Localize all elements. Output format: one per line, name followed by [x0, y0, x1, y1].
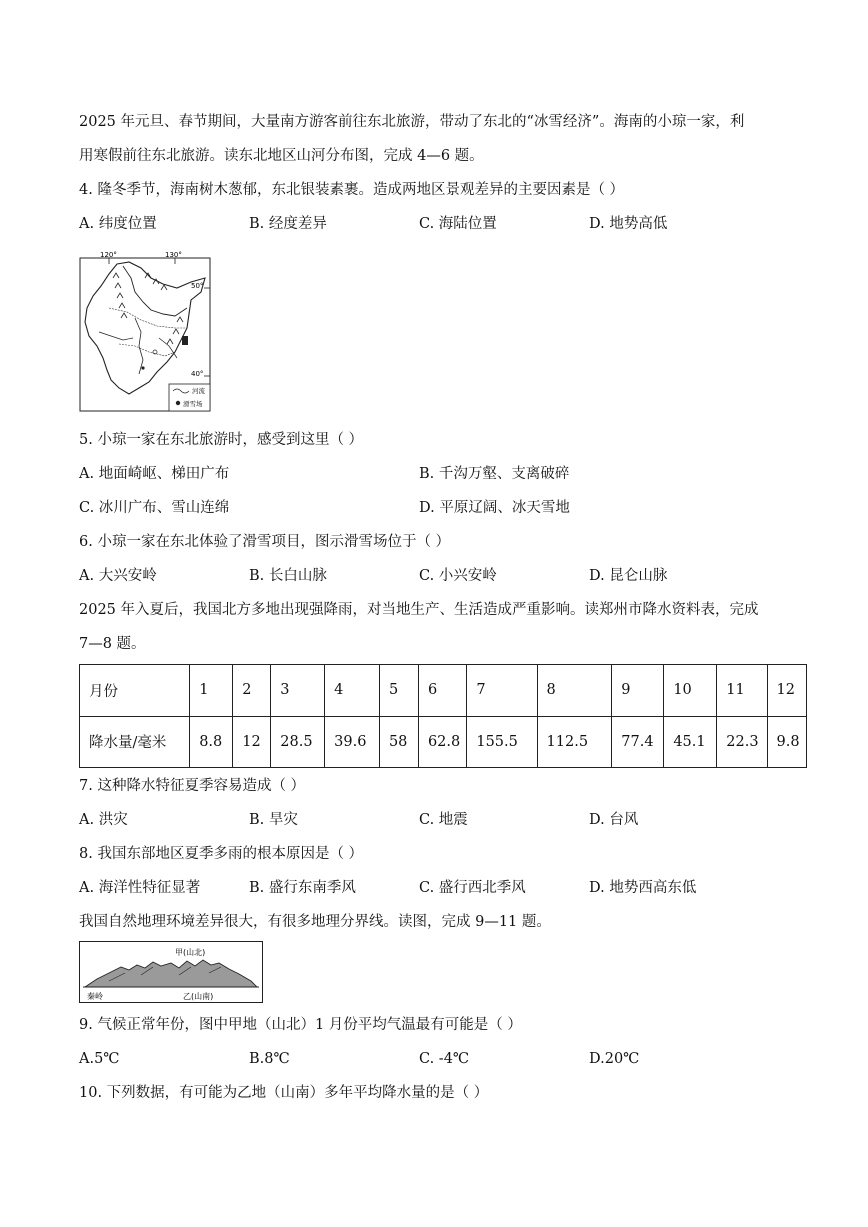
table-cell-month: 7 — [467, 665, 537, 717]
table-cell-month: 9 — [612, 665, 664, 717]
south-slope-label: 乙(山南) — [183, 992, 214, 1001]
latitude-label-50: 50° — [191, 282, 204, 290]
table-cell-month: 6 — [418, 665, 466, 717]
question-5-stem: 5. 小琼一家在东北旅游时，感受到这里（ ） — [79, 432, 364, 448]
question-7-option-a: A. 洪灾 — [79, 812, 128, 828]
legend-river-label: 河流 — [192, 387, 205, 395]
question-7-option-c: C. 地震 — [419, 812, 468, 828]
intro-paragraph-2-line-1: 2025 年入夏后，我国北方多地出现强降雨，对当地生产、生活造成严重影响。读郑州市降水资料表，完成 — [79, 602, 759, 618]
question-8-option-d: D. 地势西高东低 — [589, 880, 697, 896]
table-row-header-month: 月份 — [80, 665, 190, 717]
legend-ski-label: 滑雪场 — [183, 400, 203, 408]
longitude-label-130: 130° — [165, 251, 182, 259]
table-cell-value: 12 — [233, 716, 271, 768]
question-7-option-d: D. 台风 — [589, 812, 639, 828]
question-8-option-a: A. 海洋性特征显著 — [79, 880, 201, 896]
table-cell-month: 11 — [717, 665, 767, 717]
north-slope-label: 甲(山北) — [175, 948, 206, 957]
table-cell-month: 5 — [379, 665, 418, 717]
table-cell-value: 155.5 — [467, 716, 537, 768]
question-4-option-d: D. 地势高低 — [589, 216, 668, 232]
question-6-option-a: A. 大兴安岭 — [79, 568, 157, 584]
question-6-option-d: D. 昆仑山脉 — [589, 568, 668, 584]
question-6-option-c: C. 小兴安岭 — [419, 568, 497, 584]
longitude-label-120: 120° — [100, 251, 117, 259]
table-cell-value: 39.6 — [325, 716, 380, 768]
intro-paragraph-1-line-1: 2025 年元旦、春节期间，大量南方游客前往东北旅游，带动了东北的“冰雪经济”。海南的小琼一家，利 — [79, 114, 745, 130]
question-9-option-a: A.5℃ — [79, 1051, 120, 1067]
question-8-option-b: B. 盛行东南季风 — [249, 880, 356, 896]
table-row — [80, 665, 807, 717]
question-5-option-a: A. 地面崎岖、梯田广布 — [79, 466, 230, 482]
table-cell-value: 28.5 — [271, 716, 325, 768]
question-9-option-d: D.20℃ — [589, 1051, 640, 1067]
table-cell-month: 10 — [664, 665, 717, 717]
question-8-option-c: C. 盛行西北季风 — [419, 880, 526, 896]
table-cell-value: 58 — [379, 716, 418, 768]
question-7-option-b: B. 旱灾 — [249, 812, 298, 828]
table-cell-value: 45.1 — [664, 716, 717, 768]
table-cell-month: 4 — [325, 665, 380, 717]
table-cell-value: 8.8 — [190, 716, 233, 768]
table-cell-value: 9.8 — [767, 716, 806, 768]
table-cell-value: 77.4 — [612, 716, 664, 768]
question-5-option-b: B. 千沟万壑、支离破碎 — [419, 466, 570, 482]
question-9-stem: 9. 气候正常年份，图中甲地（山北）1 月份平均气温最有可能是（ ） — [79, 1017, 522, 1033]
table-cell-month: 2 — [233, 665, 271, 717]
qinling-label: 秦岭 — [87, 992, 103, 1001]
ski-resort-marker — [182, 336, 188, 345]
question-6-stem: 6. 小琼一家在东北体验了滑雪项目，图示滑雪场位于（ ） — [79, 534, 451, 550]
intro-paragraph-3: 我国自然地理环境差异很大，有很多地理分界线。读图，完成 9—11 题。 — [79, 914, 551, 930]
question-4-stem: 4. 隆冬季节，海南树木葱郁，东北银装素裹。造成两地区景观差异的主要因素是（ ） — [79, 182, 625, 198]
table-cell-month: 1 — [190, 665, 233, 717]
question-7-stem: 7. 这种降水特征夏季容易造成（ ） — [79, 778, 306, 794]
table-row — [80, 716, 807, 768]
question-10-stem: 10. 下列数据，有可能为乙地（山南）多年平均降水量的是（ ） — [79, 1085, 489, 1101]
table-cell-value: 22.3 — [717, 716, 767, 768]
table-cell-month: 8 — [537, 665, 612, 717]
question-5-option-d: D. 平原辽阔、冰天雪地 — [419, 500, 570, 516]
northeast-china-map — [79, 248, 217, 412]
question-4-option-b: B. 经度差异 — [249, 216, 327, 232]
question-4-option-a: A. 纬度位置 — [79, 216, 157, 232]
table-cell-month: 12 — [767, 665, 806, 717]
question-9-option-b: B.8℃ — [249, 1051, 290, 1067]
latitude-label-40: 40° — [191, 370, 204, 378]
question-5-option-c: C. 冰川广布、雪山连绵 — [79, 500, 230, 516]
legend-ski-icon — [176, 401, 180, 405]
question-4-option-c: C. 海陆位置 — [419, 216, 497, 232]
qinling-mountain-figure — [79, 941, 263, 1003]
table-row-header-precipitation: 降水量/毫米 — [80, 716, 190, 768]
question-6-option-b: B. 长白山脉 — [249, 568, 327, 584]
question-9-option-c: C. -4℃ — [419, 1051, 470, 1067]
intro-paragraph-2-line-2: 7—8 题。 — [79, 636, 146, 652]
question-8-stem: 8. 我国东部地区夏季多雨的根本原因是（ ） — [79, 846, 364, 862]
table-cell-value: 112.5 — [537, 716, 612, 768]
table-cell-value: 62.8 — [418, 716, 466, 768]
table-cell-month: 3 — [271, 665, 325, 717]
intro-paragraph-1-line-2: 用寒假前往东北旅游。读东北地区山河分布图，完成 4—6 题。 — [79, 148, 484, 164]
zhengzhou-precipitation-table — [79, 664, 807, 768]
